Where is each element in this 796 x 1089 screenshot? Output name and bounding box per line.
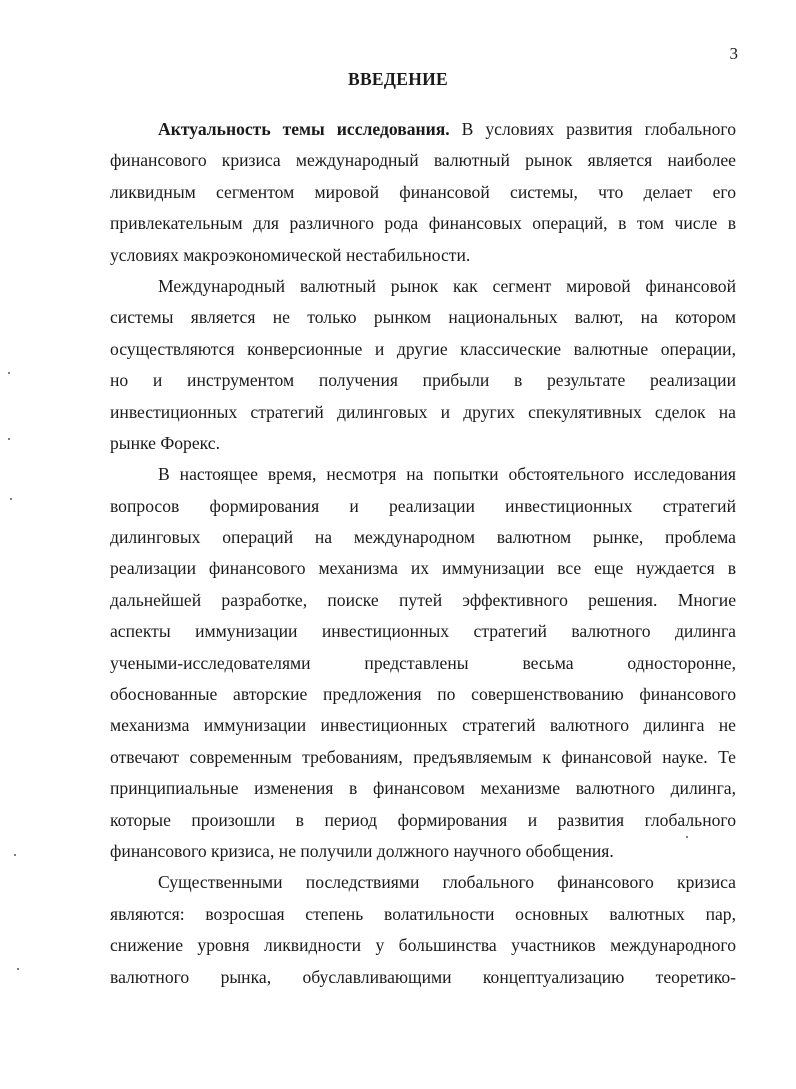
text-line: принципиальные изменения в финансовом механизме валютного дилинга, xyxy=(110,778,736,799)
scan-speck xyxy=(8,372,10,374)
paragraph-consequences xyxy=(110,867,736,993)
text-line: реализации финансового механизма их иммунизации все еще нуждается в xyxy=(110,558,736,579)
text-line: которые произошли в период формирования и развития глобального xyxy=(110,809,736,830)
text-line: Существенными последствиями глобального финансового кризиса xyxy=(158,872,736,893)
scan-speck xyxy=(686,836,688,838)
page-number: 3 xyxy=(729,44,738,63)
text-line: привлекательным для различного рода финансовых операций, в том числе в xyxy=(110,213,736,234)
text-line: инвестиционных стратегий дилинговых и других спекулятивных сделок на xyxy=(110,401,736,422)
text-line: дилинговых операций на международном валютном рынке, проблема xyxy=(110,527,736,548)
text-line: снижение уровня ликвидности у большинства участников международного xyxy=(110,935,736,956)
document-body xyxy=(110,114,736,993)
text-line: отвечают современным требованиям, предъявляемым к финансовой науке. Те xyxy=(110,746,736,767)
text-line: но и инструментом получения прибыли в результате реализации xyxy=(110,370,736,391)
text-line: учеными-исследователями представлены весьма односторонне, xyxy=(110,652,736,673)
text-line: аспекты иммунизации инвестиционных стратегий валютного дилинга xyxy=(110,621,736,642)
scan-speck xyxy=(14,854,16,856)
text-line: Международный валютный рынок как сегмент мировой финансовой xyxy=(158,275,736,296)
text-line: В настоящее время, несмотря на попытки обстоятельного исследования xyxy=(158,464,736,485)
text-line: ликвидным сегментом мировой финансовой системы, что делает его xyxy=(110,181,736,202)
text-line: обоснованные авторские предложения по совершенствованию финансового xyxy=(110,684,736,705)
text-line: рынке Форекс. xyxy=(110,432,220,453)
page-title: ВВЕДЕНИЕ xyxy=(347,69,449,89)
section-lead: Актуальность темы исследования. xyxy=(158,119,450,139)
scan-speck xyxy=(8,438,10,440)
text-line: валютного рынка, обуславливающими концептуализацию теоретико- xyxy=(110,966,736,987)
text-line: финансового кризиса, не получили должного научного обобщения. xyxy=(110,840,614,861)
paragraph-research xyxy=(110,459,736,867)
text-line xyxy=(110,114,736,145)
text-line: дальнейшей разработке, поиске путей эффективного решения. Многие xyxy=(110,589,736,610)
text-line: вопросов формирования и реализации инвестиционных стратегий xyxy=(110,495,736,516)
text-line: механизма иммунизации инвестиционных стратегий валютного дилинга не xyxy=(110,715,736,736)
scan-speck xyxy=(17,968,19,970)
text-line: финансового кризиса международный валютный рынок является наиболее xyxy=(110,150,736,171)
text-line: являются: возросшая степень волатильности основных валютных пар, xyxy=(110,903,736,924)
text-line: условиях макроэкономической нестабильности. xyxy=(110,244,471,265)
text-line: осуществляются конверсионные и другие классические валютные операции, xyxy=(110,338,736,359)
text-run: В условиях развития глобального xyxy=(449,119,736,139)
text-line: системы является не только рынком национальных валют, на котором xyxy=(110,307,736,328)
scan-speck xyxy=(10,498,12,500)
paragraph-market xyxy=(110,271,736,459)
paragraph-relevance xyxy=(110,114,736,271)
